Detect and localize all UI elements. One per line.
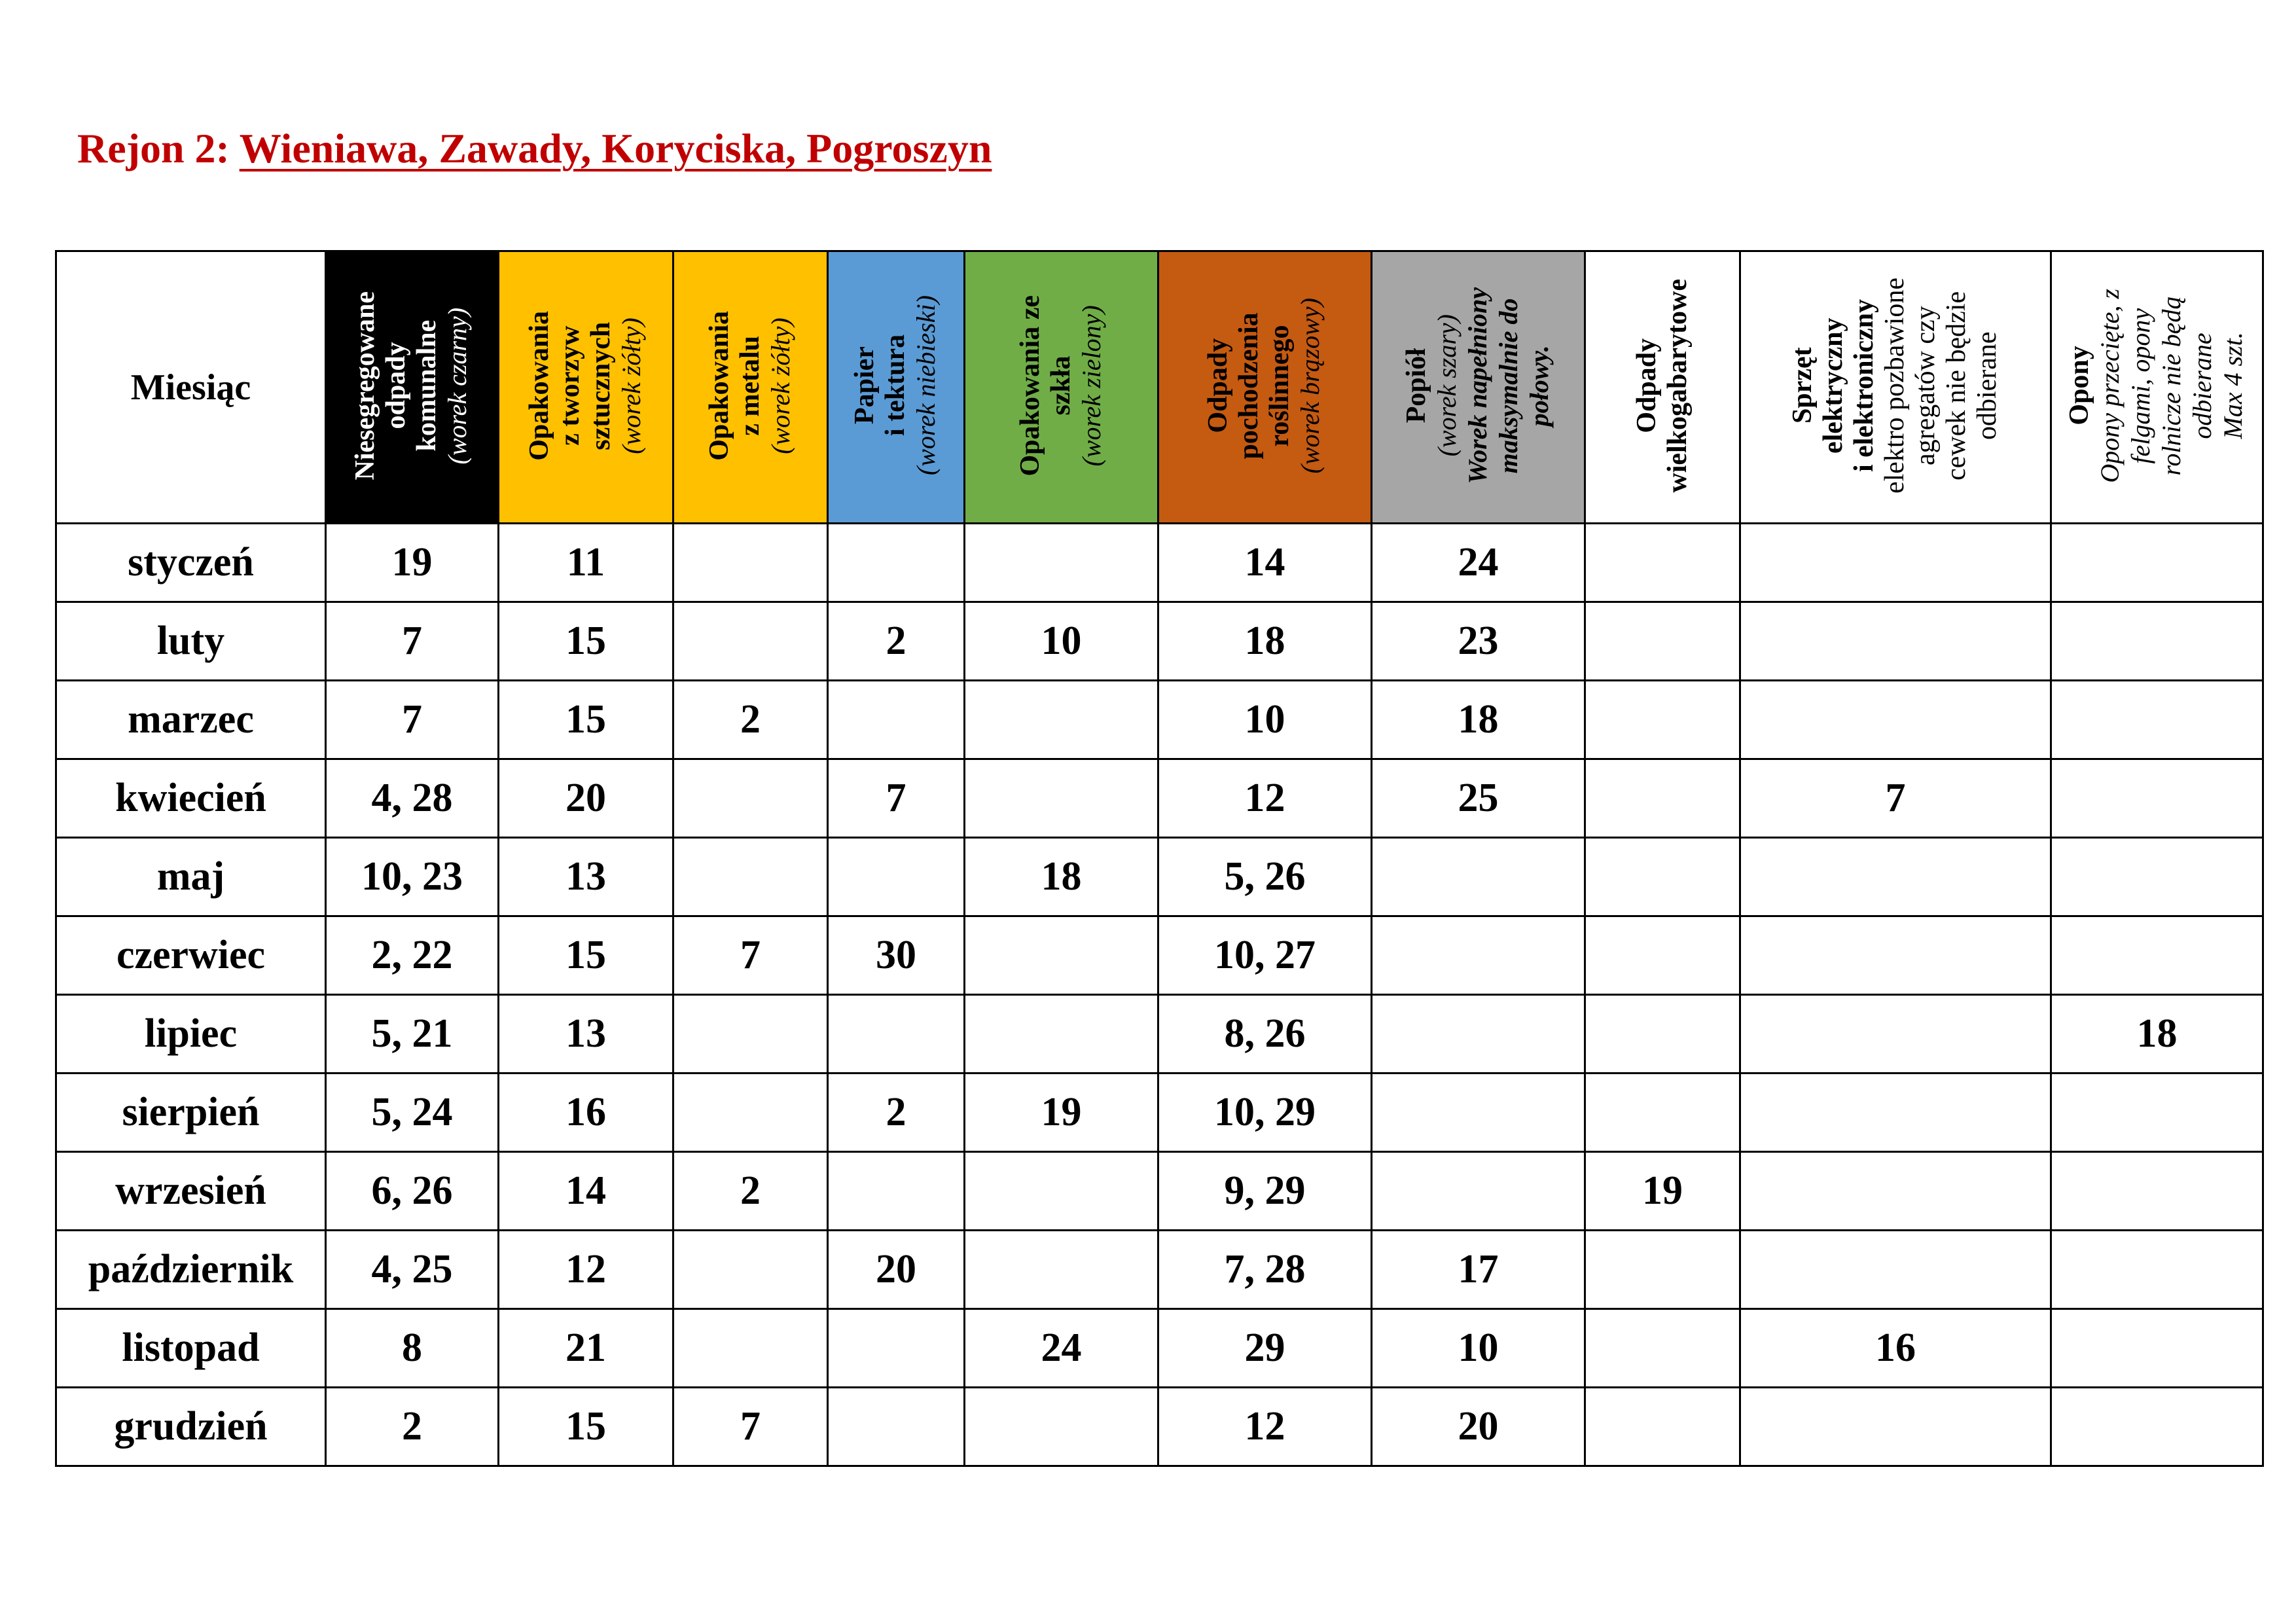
- date-cell: [1740, 838, 2051, 916]
- date-cell: [2051, 916, 2263, 995]
- date-cell: 9, 29: [1158, 1152, 1372, 1231]
- header-plastic: Opakowania z tworzyw sztucznych (worek żółty): [499, 251, 673, 524]
- date-cell: [1585, 916, 1740, 995]
- month-cell: listopad: [56, 1309, 326, 1388]
- month-cell: styczeń: [56, 524, 326, 602]
- date-cell: 20: [1372, 1388, 1585, 1466]
- date-cell: [673, 602, 828, 681]
- date-cell: [673, 1074, 828, 1152]
- date-cell: [2051, 602, 2263, 681]
- date-cell: [1372, 1074, 1585, 1152]
- date-cell: [828, 995, 965, 1074]
- date-cell: [1585, 681, 1740, 759]
- date-cell: [2051, 681, 2263, 759]
- date-cell: [1372, 916, 1585, 995]
- date-cell: 7: [1740, 759, 2051, 838]
- date-cell: 19: [965, 1074, 1158, 1152]
- title-region-names: Wieniawa, Zawady, Koryciska, Pogroszyn: [239, 125, 992, 171]
- month-cell: kwiecień: [56, 759, 326, 838]
- date-cell: [1585, 838, 1740, 916]
- date-cell: 24: [1372, 524, 1585, 602]
- date-cell: 21: [499, 1309, 673, 1388]
- date-cell: 11: [499, 524, 673, 602]
- date-cell: [828, 681, 965, 759]
- date-cell: 17: [1372, 1231, 1585, 1309]
- date-cell: 2: [673, 681, 828, 759]
- date-cell: [965, 524, 1158, 602]
- date-cell: 15: [499, 602, 673, 681]
- date-cell: 18: [2051, 995, 2263, 1074]
- date-cell: 7: [828, 759, 965, 838]
- date-cell: [1740, 602, 2051, 681]
- date-cell: [1740, 1388, 2051, 1466]
- date-cell: 15: [499, 1388, 673, 1466]
- date-cell: [2051, 1388, 2263, 1466]
- date-cell: 14: [499, 1152, 673, 1231]
- date-cell: [1740, 681, 2051, 759]
- date-cell: [1585, 1388, 1740, 1466]
- date-cell: 8: [326, 1309, 499, 1388]
- date-cell: 2: [828, 1074, 965, 1152]
- header-green-waste: Odpady pochodzenia roślinnego (worek brązowy): [1158, 251, 1372, 524]
- header-mixed-waste: Niesegregowane odpady komunalne (worek czarny): [326, 251, 499, 524]
- date-cell: [1585, 1231, 1740, 1309]
- date-cell: 12: [499, 1231, 673, 1309]
- date-cell: [1372, 838, 1585, 916]
- date-cell: [2051, 838, 2263, 916]
- date-cell: [673, 1309, 828, 1388]
- date-cell: [2051, 1152, 2263, 1231]
- date-cell: [965, 995, 1158, 1074]
- date-cell: [1740, 1152, 2051, 1231]
- date-cell: 30: [828, 916, 965, 995]
- table-row: [56, 1074, 2263, 1152]
- table-row: [56, 1388, 2263, 1466]
- date-cell: 13: [499, 995, 673, 1074]
- date-cell: 19: [326, 524, 499, 602]
- table-row: [56, 681, 2263, 759]
- date-cell: 15: [499, 681, 673, 759]
- date-cell: [965, 1152, 1158, 1231]
- date-cell: 19: [1585, 1152, 1740, 1231]
- date-cell: 4, 28: [326, 759, 499, 838]
- table-row: [56, 916, 2263, 995]
- date-cell: [828, 1388, 965, 1466]
- date-cell: 25: [1372, 759, 1585, 838]
- table-row: [56, 602, 2263, 681]
- date-cell: [673, 1231, 828, 1309]
- date-cell: 7, 28: [1158, 1231, 1372, 1309]
- date-cell: 10: [1372, 1309, 1585, 1388]
- date-cell: [1372, 995, 1585, 1074]
- date-cell: [828, 1152, 965, 1231]
- date-cell: 2: [326, 1388, 499, 1466]
- date-cell: [1585, 524, 1740, 602]
- date-cell: 13: [499, 838, 673, 916]
- date-cell: 5, 26: [1158, 838, 1372, 916]
- table-row: [56, 759, 2263, 838]
- date-cell: [673, 759, 828, 838]
- date-cell: [1372, 1152, 1585, 1231]
- date-cell: [673, 524, 828, 602]
- schedule-body: [56, 524, 2263, 1466]
- date-cell: [1740, 1074, 2051, 1152]
- date-cell: 10, 27: [1158, 916, 1372, 995]
- month-cell: sierpień: [56, 1074, 326, 1152]
- date-cell: 7: [673, 1388, 828, 1466]
- header-row: [56, 251, 2263, 524]
- date-cell: 7: [673, 916, 828, 995]
- date-cell: [2051, 524, 2263, 602]
- date-cell: 6, 26: [326, 1152, 499, 1231]
- date-cell: [2051, 1074, 2263, 1152]
- table-row: [56, 995, 2263, 1074]
- date-cell: 18: [965, 838, 1158, 916]
- date-cell: [828, 1309, 965, 1388]
- date-cell: [2051, 1231, 2263, 1309]
- date-cell: [965, 1388, 1158, 1466]
- date-cell: 5, 24: [326, 1074, 499, 1152]
- table-row: [56, 524, 2263, 602]
- date-cell: [1740, 524, 2051, 602]
- date-cell: [673, 838, 828, 916]
- date-cell: 10: [1158, 681, 1372, 759]
- date-cell: [828, 838, 965, 916]
- date-cell: 7: [326, 602, 499, 681]
- date-cell: [1740, 1231, 2051, 1309]
- month-cell: czerwiec: [56, 916, 326, 995]
- date-cell: 20: [828, 1231, 965, 1309]
- header-glass: Opakowania ze szkła (worek zielony): [965, 251, 1158, 524]
- month-cell: marzec: [56, 681, 326, 759]
- header-paper: Papier i tektura (worek niebieski): [828, 251, 965, 524]
- date-cell: 7: [326, 681, 499, 759]
- date-cell: 2, 22: [326, 916, 499, 995]
- date-cell: 18: [1158, 602, 1372, 681]
- page-title: [77, 124, 992, 173]
- date-cell: 10: [965, 602, 1158, 681]
- date-cell: [1585, 1074, 1740, 1152]
- month-cell: maj: [56, 838, 326, 916]
- date-cell: [1740, 916, 2051, 995]
- table-row: [56, 1231, 2263, 1309]
- date-cell: [1740, 995, 2051, 1074]
- table-row: [56, 1152, 2263, 1231]
- table-row: [56, 1309, 2263, 1388]
- date-cell: 8, 26: [1158, 995, 1372, 1074]
- date-cell: [1585, 1309, 1740, 1388]
- date-cell: 5, 21: [326, 995, 499, 1074]
- date-cell: [1585, 602, 1740, 681]
- date-cell: [965, 681, 1158, 759]
- header-metal: Opakowania z metalu (worek żółty): [673, 251, 828, 524]
- date-cell: 14: [1158, 524, 1372, 602]
- month-cell: luty: [56, 602, 326, 681]
- date-cell: [965, 1231, 1158, 1309]
- month-cell: wrzesień: [56, 1152, 326, 1231]
- title-prefix: Rejon 2:: [77, 125, 240, 171]
- date-cell: 10, 23: [326, 838, 499, 916]
- date-cell: [965, 759, 1158, 838]
- date-cell: [965, 916, 1158, 995]
- date-cell: 2: [828, 602, 965, 681]
- date-cell: [673, 995, 828, 1074]
- header-ash: Popiół (worek szary) Worek napełniony maksymalnie do połowy.: [1372, 251, 1585, 524]
- date-cell: [1585, 759, 1740, 838]
- date-cell: 2: [673, 1152, 828, 1231]
- date-cell: 4, 25: [326, 1231, 499, 1309]
- month-cell: październik: [56, 1231, 326, 1309]
- date-cell: 24: [965, 1309, 1158, 1388]
- month-cell: lipiec: [56, 995, 326, 1074]
- month-header: Miesiąc: [56, 251, 326, 524]
- date-cell: 12: [1158, 1388, 1372, 1466]
- date-cell: [828, 524, 965, 602]
- date-cell: [2051, 759, 2263, 838]
- date-cell: 15: [499, 916, 673, 995]
- table-row: [56, 838, 2263, 916]
- month-cell: grudzień: [56, 1388, 326, 1466]
- date-cell: 16: [1740, 1309, 2051, 1388]
- header-bulky-waste: Odpady wielkogabarytowe: [1585, 251, 1740, 524]
- date-cell: [1585, 995, 1740, 1074]
- schedule-table: [55, 250, 2264, 1467]
- header-tires: Opony Opony przecięte, z felgami, opony rolnicze nie będą odbierane Max 4 szt.: [2051, 251, 2263, 524]
- date-cell: 12: [1158, 759, 1372, 838]
- date-cell: 16: [499, 1074, 673, 1152]
- header-electronics: Sprzęt elektryczny i elektroniczny elektro pozbawione agregatów czy cewek nie będzie odbierane: [1740, 251, 2051, 524]
- date-cell: 10, 29: [1158, 1074, 1372, 1152]
- date-cell: [2051, 1309, 2263, 1388]
- date-cell: 18: [1372, 681, 1585, 759]
- date-cell: 20: [499, 759, 673, 838]
- date-cell: 23: [1372, 602, 1585, 681]
- date-cell: 29: [1158, 1309, 1372, 1388]
